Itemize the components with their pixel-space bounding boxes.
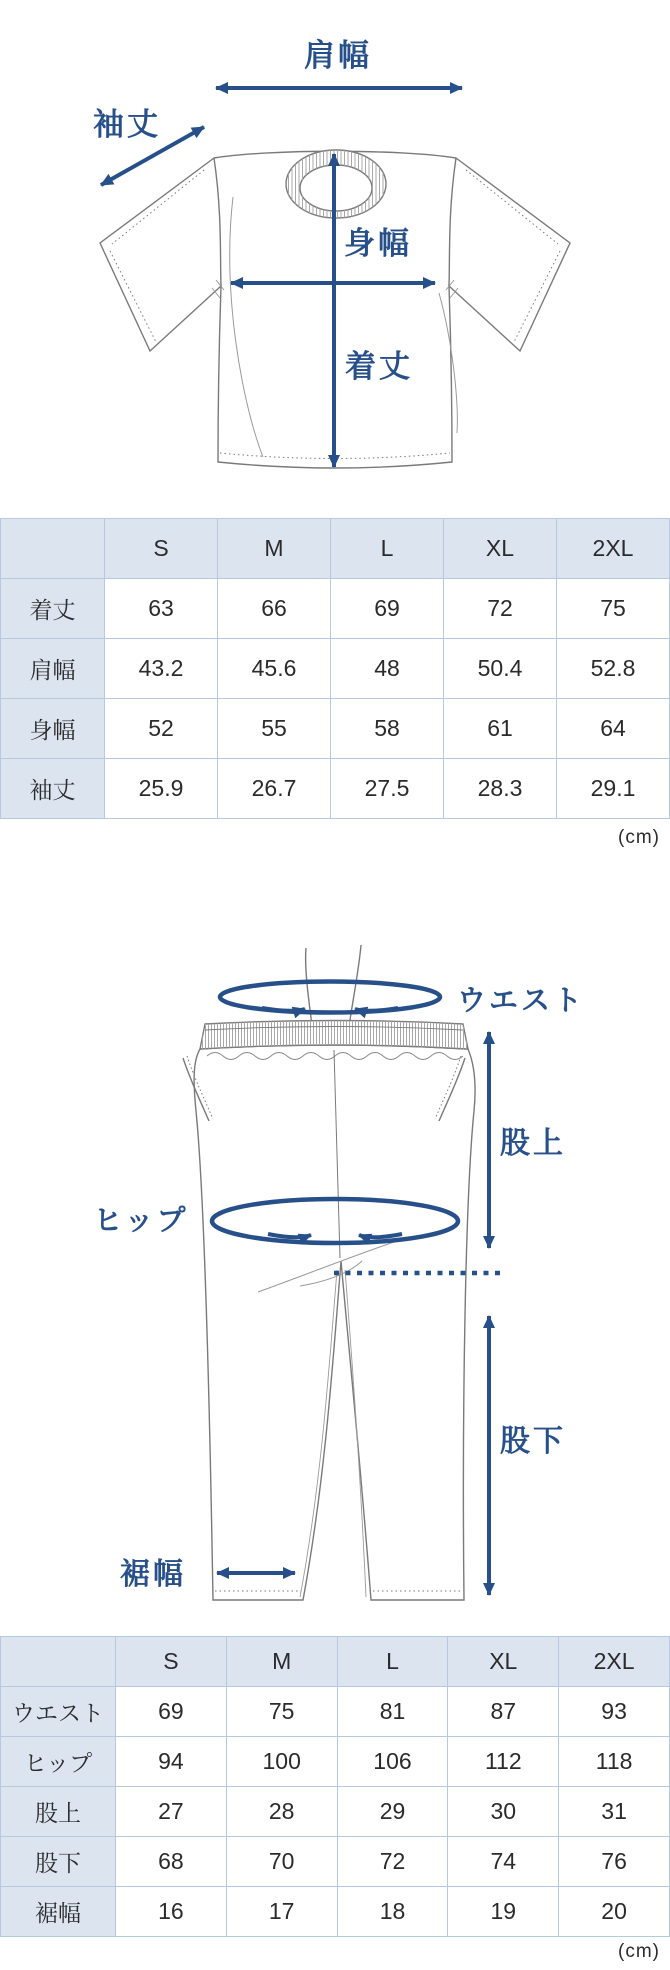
- table-row: [1, 1737, 670, 1787]
- size-column-header: XL: [444, 519, 557, 579]
- table-row: [1, 639, 670, 699]
- cell-value: 30: [448, 1787, 559, 1837]
- waist-arrow-left: [262, 1008, 305, 1011]
- size-column-header: S: [105, 519, 218, 579]
- table-row: [1, 1887, 670, 1937]
- cell-value: 16: [116, 1887, 227, 1937]
- cell-value: 58: [331, 699, 444, 759]
- cell-value: 69: [331, 579, 444, 639]
- row-label: 肩幅: [1, 639, 105, 699]
- cell-value: 112: [448, 1737, 559, 1787]
- cell-value: 28: [226, 1787, 337, 1837]
- cell-value: 18: [337, 1887, 448, 1937]
- shirt-table-header-row: [1, 519, 670, 579]
- size-column-header: XL: [448, 1637, 559, 1687]
- cell-value: 100: [226, 1737, 337, 1787]
- pants-line-art: [183, 945, 475, 1600]
- hip-label: ヒップ: [93, 1205, 189, 1237]
- cell-value: 43.2: [105, 639, 218, 699]
- shoulder-width-label: 肩幅: [304, 38, 372, 73]
- waistband-ribbing: [200, 1021, 468, 1050]
- cell-value: 17: [226, 1887, 337, 1937]
- cell-value: 72: [337, 1837, 448, 1887]
- hem-width-label: 裾幅: [120, 1558, 186, 1591]
- cell-value: 72: [444, 579, 557, 639]
- pants-unit-note: (cm): [618, 1941, 660, 1962]
- row-label: ヒップ: [1, 1737, 116, 1787]
- cell-value: 27: [116, 1787, 227, 1837]
- pants-diagram: [0, 940, 670, 1620]
- cell-value: 20: [559, 1887, 670, 1937]
- size-column-header: 2XL: [559, 1637, 670, 1687]
- row-label: 着丈: [1, 579, 105, 639]
- corner-cell: [1, 519, 105, 579]
- table-row: [1, 1837, 670, 1887]
- cell-value: 45.6: [218, 639, 331, 699]
- size-column-header: M: [226, 1637, 337, 1687]
- cell-value: 25.9: [105, 759, 218, 819]
- table-row: [1, 1787, 670, 1837]
- cell-value: 31: [559, 1787, 670, 1837]
- size-column-header: L: [337, 1637, 448, 1687]
- pants-outline: [194, 1045, 475, 1600]
- cell-value: 48: [331, 639, 444, 699]
- waist-label: ウエスト: [456, 985, 586, 1017]
- sleeve-length-label: 袖丈: [93, 107, 161, 142]
- row-label: 袖丈: [1, 759, 105, 819]
- cell-value: 106: [337, 1737, 448, 1787]
- row-label: 身幅: [1, 699, 105, 759]
- cell-value: 29: [337, 1787, 448, 1837]
- row-label: 裾幅: [1, 1887, 116, 1937]
- cell-value: 63: [105, 579, 218, 639]
- cell-value: 52: [105, 699, 218, 759]
- table-row: [1, 759, 670, 819]
- table-row: [1, 579, 670, 639]
- rise-label: 股上: [500, 1127, 566, 1160]
- cell-value: 29.1: [557, 759, 670, 819]
- cell-value: 64: [557, 699, 670, 759]
- tshirt-diagram: [0, 0, 670, 500]
- row-label: 股下: [1, 1837, 116, 1887]
- shirt-size-table: [0, 518, 670, 819]
- shirt-unit-note: (cm): [618, 827, 660, 848]
- row-label: ウエスト: [1, 1687, 116, 1737]
- cell-value: 66: [218, 579, 331, 639]
- length-label: 着丈: [345, 349, 413, 384]
- size-column-header: L: [331, 519, 444, 579]
- cell-value: 93: [559, 1687, 670, 1737]
- body-width-label: 身幅: [344, 226, 412, 261]
- pants-size-table: [0, 1636, 670, 1937]
- cell-value: 50.4: [444, 639, 557, 699]
- cell-value: 19: [448, 1887, 559, 1937]
- waist-arrow-right: [355, 1008, 398, 1011]
- cell-value: 68: [116, 1837, 227, 1887]
- cell-value: 55: [218, 699, 331, 759]
- table-row: [1, 699, 670, 759]
- pants-table-header-row: [1, 1637, 670, 1687]
- cell-value: 118: [559, 1737, 670, 1787]
- cell-value: 74: [448, 1837, 559, 1887]
- inseam-label: 股下: [500, 1425, 566, 1458]
- cell-value: 87: [448, 1687, 559, 1737]
- cell-value: 94: [116, 1737, 227, 1787]
- cell-value: 61: [444, 699, 557, 759]
- cell-value: 76: [559, 1837, 670, 1887]
- cell-value: 28.3: [444, 759, 557, 819]
- cell-value: 69: [116, 1687, 227, 1737]
- cell-value: 75: [557, 579, 670, 639]
- cell-value: 75: [226, 1687, 337, 1737]
- table-row: [1, 1687, 670, 1737]
- waist-ellipse: [220, 982, 440, 1013]
- row-label: 股上: [1, 1787, 116, 1837]
- cell-value: 26.7: [218, 759, 331, 819]
- size-column-header: M: [218, 519, 331, 579]
- cell-value: 52.8: [557, 639, 670, 699]
- size-column-header: 2XL: [557, 519, 670, 579]
- size-column-header: S: [116, 1637, 227, 1687]
- corner-cell: [1, 1637, 116, 1687]
- cell-value: 70: [226, 1837, 337, 1887]
- cell-value: 27.5: [331, 759, 444, 819]
- cell-value: 81: [337, 1687, 448, 1737]
